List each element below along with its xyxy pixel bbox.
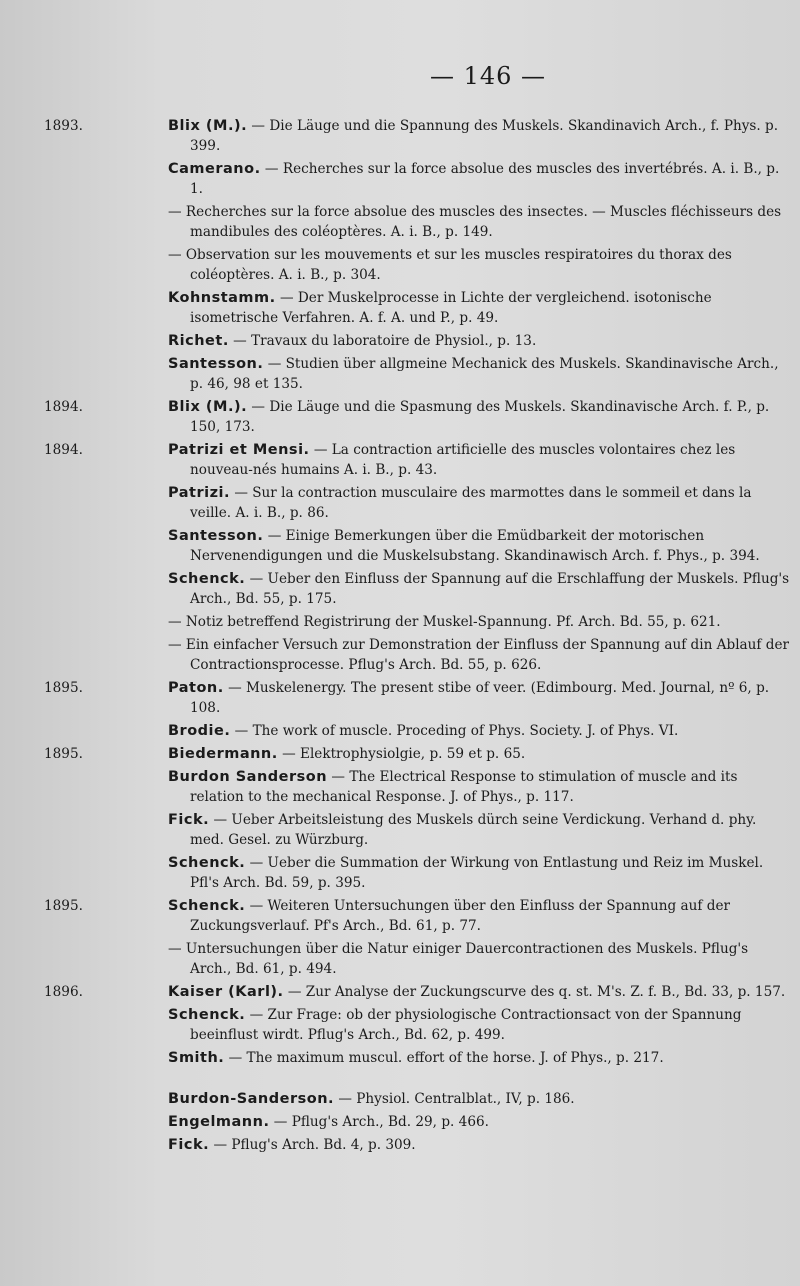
bibliography-entry	[104, 526, 792, 566]
bibliography-entry	[104, 1135, 792, 1155]
bibliography-entry	[104, 288, 792, 328]
entry-text: — Physiol. Centralblat., IV, p. 186.	[334, 1091, 575, 1107]
entry-author: Schenck.	[168, 855, 246, 871]
entry-text: — La contraction artificielle des muscles volontaires chez les nouveau-nés humains A. i. B., p. 43.	[190, 442, 736, 478]
entry-year	[0, 853, 100, 873]
entry-year	[0, 767, 100, 787]
bibliography-entry	[104, 767, 792, 807]
bibliography-entry	[44, 744, 792, 764]
entry-text: — Die Läuge und die Spannung des Muskels. Skandinavich Arch., f. Phys. p. 399.	[190, 118, 779, 154]
bibliography-list	[44, 116, 792, 1155]
entry-text: — The Electrical Response to stimulation of muscle and its relation to the mechanical Response. J. of Phys., p. 117.	[190, 769, 738, 805]
entry-author: Brodie.	[168, 723, 231, 739]
bibliography-entry	[104, 635, 792, 675]
entry-year	[0, 288, 100, 308]
bibliography-entry	[104, 939, 792, 979]
entry-year	[0, 354, 100, 374]
entry-author: Paton.	[168, 680, 224, 696]
entry-text: — Elektrophysiolgie, p. 59 et p. 65.	[277, 746, 526, 762]
entry-text: — Pflug's Arch. Bd. 4, p. 309.	[209, 1137, 416, 1153]
entry-text: — The work of muscle. Proceding of Phys. Society. J. of Phys. VI.	[230, 723, 679, 739]
entry-text: — Pflug's Arch., Bd. 29, p. 466.	[269, 1114, 489, 1130]
bibliography-entry	[104, 721, 792, 741]
entry-text: — Die Läuge und die Spasmung des Muskels. Skandinavische Arch. f. P., p. 150, 173.	[190, 399, 770, 435]
entry-text: — Ueber Arbeitsleistung des Muskels dürch seine Verdickung. Verhand d. phy. med. Gesel. zu Würzburg.	[190, 812, 757, 848]
entry-text: — Ein einfacher Versuch zur Demonstration der Einfluss der Spannung auf din Ablauf der Contractionsprocesse. Pflug's Arch. Bd. 55, p. 626.	[168, 637, 790, 673]
entry-author: Schenck.	[168, 898, 246, 914]
entry-text: — Zur Analyse der Zuckungscurve des q. st. M's. Z. f. B., Bd. 33, p. 157.	[283, 984, 786, 1000]
entry-year	[0, 483, 100, 503]
bibliography-entry	[104, 483, 792, 523]
bibliography-entry	[104, 853, 792, 893]
bibliography-entry	[104, 1112, 792, 1132]
entry-text: — The maximum muscul. effort of the horse. J. of Phys., p. 217.	[224, 1050, 664, 1066]
bibliography-entry	[104, 612, 792, 632]
entry-text: — Ueber den Einfluss der Spannung auf die Erschlaffung der Muskels. Pflug's Arch., Bd. 55, p. 175.	[190, 571, 790, 607]
bibliography-entry	[44, 982, 792, 1002]
entry-text: — Muskelenergy. The present stibe of veer. (Edimbourg. Med. Journal, nº 6, p. 108.	[190, 680, 770, 716]
entry-year	[0, 245, 100, 265]
entry-author: Blix (M.).	[168, 399, 248, 415]
entry-year	[0, 331, 100, 351]
entry-author: Burdon-Sanderson.	[168, 1091, 335, 1107]
entry-year: 1896.	[44, 984, 83, 1000]
entry-text: — Weiteren Untersuchungen über den Einfluss der Spannung auf der Zuckungsverlauf. Pf's Arch., Bd. 61, p. 77.	[190, 898, 730, 934]
entry-author: Fick.	[168, 812, 210, 828]
entry-text: — Studien über allgmeine Mechanick des Muskels. Skandinavische Arch., p. 46, 98 et 135.	[190, 356, 779, 392]
entry-author: Patrizi.	[168, 485, 230, 501]
bibliography-entry	[104, 245, 792, 285]
bibliography-entry	[104, 569, 792, 609]
entry-year: 1894.	[44, 442, 83, 458]
entry-year	[0, 1112, 100, 1132]
entry-year: 1895.	[44, 746, 83, 762]
entry-gap	[104, 1071, 792, 1089]
entry-text: — Ueber die Summation der Wirkung von Entlastung und Reiz im Muskel. Pfl's Arch. Bd. 59, p. 395.	[190, 855, 764, 891]
bibliography-entry	[44, 397, 792, 437]
entry-year	[0, 159, 100, 179]
bibliography-entry	[104, 1089, 792, 1109]
entry-year	[0, 202, 100, 222]
entry-text: — Recherches sur la force absolue des muscles des invertébrés. A. i. B., p. 1.	[190, 161, 780, 197]
entry-year: 1894.	[44, 399, 83, 415]
entry-author: Kaiser (Karl).	[168, 984, 284, 1000]
entry-author: Santesson.	[168, 356, 264, 372]
entry-year	[0, 810, 100, 830]
entry-text: — Notiz betreffend Registrirung der Muskel-Spannung. Pf. Arch. Bd. 55, p. 621.	[168, 614, 721, 630]
entry-text: — Recherches sur la force absolue des muscles des insectes. — Muscles fléchisseurs des mandibules des coléoptères. A. i. B., p. 149.	[168, 204, 782, 240]
entry-year: 1893.	[44, 118, 83, 134]
bibliography-entry	[44, 678, 792, 718]
entry-year: 1895.	[44, 898, 83, 914]
entry-text: — Travaux du laboratoire de Physiol., p. 13.	[228, 333, 537, 349]
entry-year	[0, 939, 100, 959]
entry-text: — Observation sur les mouvements et sur les muscles respiratoires du thorax des coléoptères. A. i. B., p. 304.	[168, 247, 732, 283]
entry-author: Kohnstamm.	[168, 290, 276, 306]
bibliography-entry	[104, 331, 792, 351]
entry-year	[0, 1048, 100, 1068]
bibliography-entry	[44, 116, 792, 156]
entry-year	[0, 721, 100, 741]
entry-author: Fick.	[168, 1137, 210, 1153]
entry-text: — Einige Bemerkungen über die Emüdbarkeit der motorischen Nervenendigungen und die Muskelsubstang. Skandinawisch Arch. f. Phys., p. 394.	[190, 528, 760, 564]
entry-year	[0, 1135, 100, 1155]
entry-author: Santesson.	[168, 528, 264, 544]
entry-author: Smith.	[168, 1050, 225, 1066]
entry-year	[0, 569, 100, 589]
entry-author: Burdon Sanderson	[168, 769, 328, 785]
bibliography-entry	[104, 1048, 792, 1068]
entry-year	[0, 635, 100, 655]
bibliography-entry	[104, 354, 792, 394]
bibliography-entry	[44, 440, 792, 480]
bibliography-entry	[44, 896, 792, 936]
bibliography-entry	[104, 810, 792, 850]
entry-year: 1895.	[44, 680, 83, 696]
bibliography-entry	[104, 159, 792, 199]
entry-author: Patrizi et Mensi.	[168, 442, 310, 458]
entry-author: Camerano.	[168, 161, 261, 177]
entry-author: Richet.	[168, 333, 229, 349]
entry-year	[0, 612, 100, 632]
entry-author: Biedermann.	[168, 746, 278, 762]
entry-author: Blix (M.).	[168, 118, 248, 134]
bibliography-entry	[104, 202, 792, 242]
entry-text: — Zur Frage: ob der physiologische Contractionsact von der Spannung beeinflust wirdt. Pflug's Arch., Bd. 62, p. 499.	[190, 1007, 742, 1043]
entry-author: Schenck.	[168, 571, 246, 587]
entry-text: — Der Muskelprocesse in Lichte der vergleichend. isotonische isometrische Verfahren. A. f. A. und P., p. 49.	[190, 290, 712, 326]
entry-year	[0, 1089, 100, 1109]
entry-author: Schenck.	[168, 1007, 246, 1023]
entry-author: Engelmann.	[168, 1114, 270, 1130]
entry-text: — Untersuchungen über die Natur einiger Dauercontractionen des Muskels. Pflug's Arch., Bd. 61, p. 494.	[168, 941, 749, 977]
page-number: — 146 —	[429, 62, 547, 90]
bibliography-entry	[104, 1005, 792, 1045]
entry-text: — Sur la contraction musculaire des marmottes dans le sommeil et dans la veille. A. i. B., p. 86.	[190, 485, 752, 521]
entry-year	[0, 526, 100, 546]
entry-year	[0, 1005, 100, 1025]
